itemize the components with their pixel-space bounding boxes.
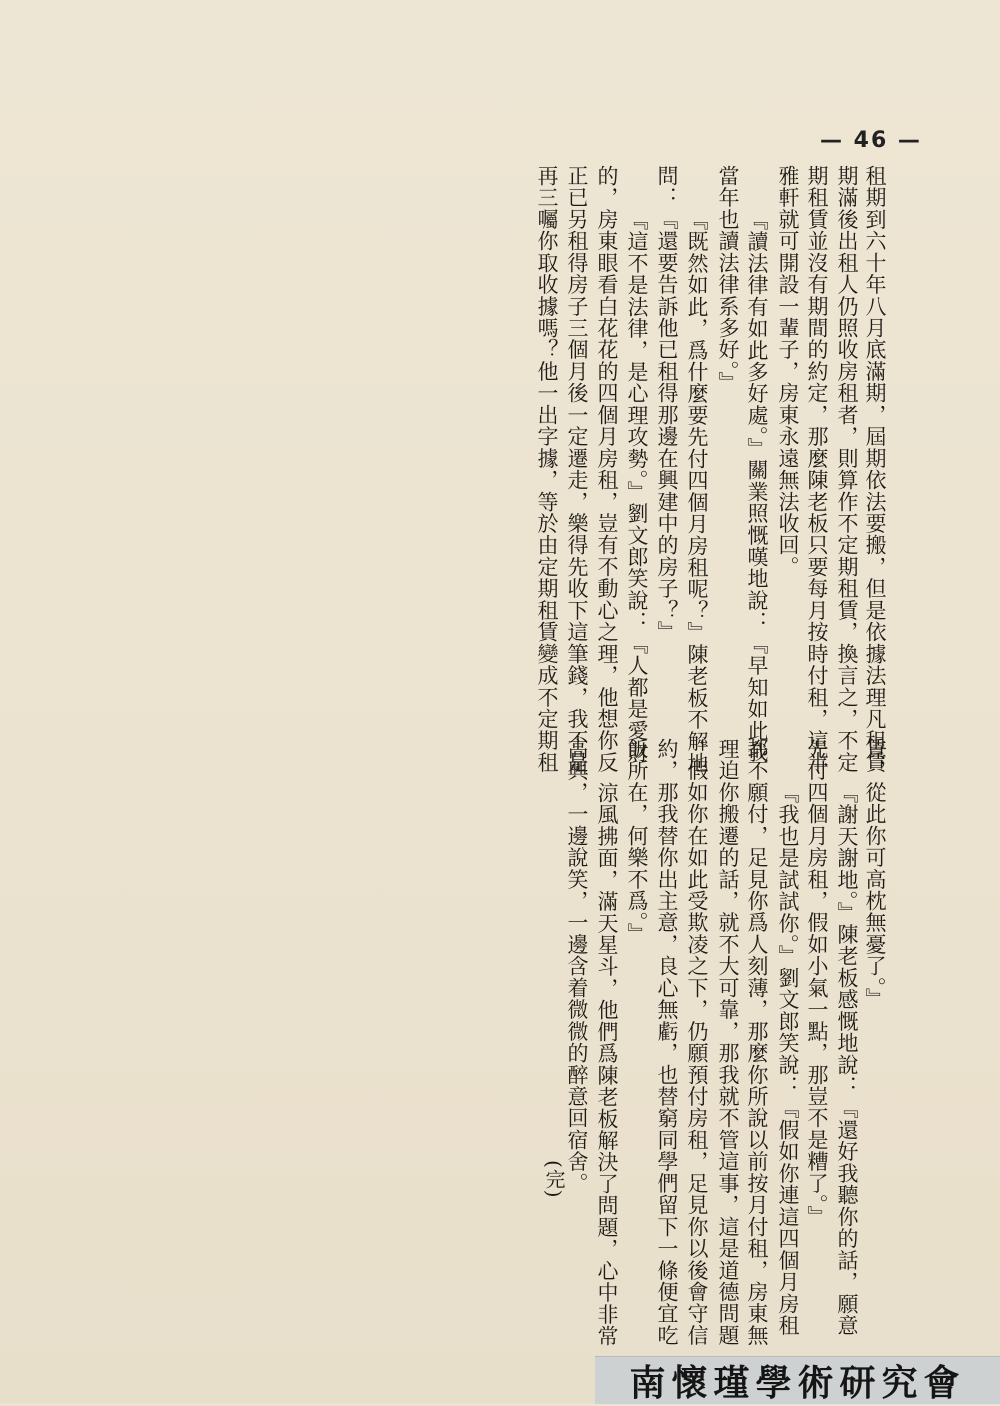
text-column: 『我也是試試你。』劉文郎笑說：『假如你連這四個月房租 [776, 782, 800, 1337]
text-column: 都不願付，足見你爲人刻薄，那麼你所說以前按月付租，房東無 [745, 738, 769, 1347]
text-column: 先付四個月房租，假如小氣一點，那豈不是糟了。』 [805, 738, 829, 1228]
text-column: 『謝天謝地。』陳老板感慨地說：『還好我聽你的話，願意 [835, 782, 859, 1337]
text-column: 賃，從此你可高枕無憂了。』 [863, 738, 887, 1010]
watermark-text: 南懷瑾學術研究會 [629, 1362, 966, 1404]
text-column: 雅軒就可開設一輩子，房東永遠無法收回。 [776, 165, 800, 578]
text-column: 當年也讀法律系多好。』 [716, 165, 740, 394]
text-column: 的，房東眼看白花花的四個月房租，豈有不動心之理，他想你反 [595, 165, 619, 774]
text-column: 正已另租得房子三個月後一定遷走，樂得先收下這筆錢，我不是 [565, 165, 589, 774]
text-column: 約，那我替你出主意，良心無虧，也替窮同學們留下一條便宜吃 [655, 738, 679, 1347]
text-column: 飯所在，何樂不爲。』 [625, 738, 649, 945]
text-column: 問：『還要告訴他已租得那邊在興建中的房子？』 [655, 165, 679, 643]
page-number: — 46 — [820, 128, 922, 153]
text-column: 高興，一邊說笑，一邊含着微微的醉意回宿舍。 [565, 738, 589, 1195]
watermark-banner [595, 1356, 1000, 1404]
text-column: 『既然如此，爲什麼要先付四個月房租呢？』陳老板不解地 [685, 209, 709, 774]
text-column: 理迫你搬遷的話，就不大可靠，那我就不管這事，這是道德問題 [716, 738, 740, 1347]
text-column: 『這不是法律，是心理攻勢。』劉文郎笑說：『人都是愛財 [625, 209, 649, 764]
text-column: 再三囑你取收據嗎？他一出字據，等於由定期租賃變成不定期租 [535, 165, 559, 774]
end-mark: (完) [542, 1160, 566, 1199]
text-column: 『讀法律有如此多好處。』關業照慨嘆地說：『早知如此我 [745, 209, 769, 764]
text-column: 期租賃並沒有期間的約定，那麼陳老板只要每月按時付租，這半 [805, 165, 829, 774]
text-column: 租期到六十年八月底滿期，屆期依法要搬，但是依據法理凡租賃 [863, 165, 887, 774]
text-column: 。假如你在如此受欺凌之下，仍願預付房租，足見你以後會守信 [685, 738, 709, 1347]
text-column: 期滿後出租人仍照收房租者，則算作不定期租賃，換言之，不定 [835, 165, 859, 774]
text-column: 涼風拂面，滿天星斗，他們爲陳老板解決了問題，心中非常 [595, 782, 619, 1347]
